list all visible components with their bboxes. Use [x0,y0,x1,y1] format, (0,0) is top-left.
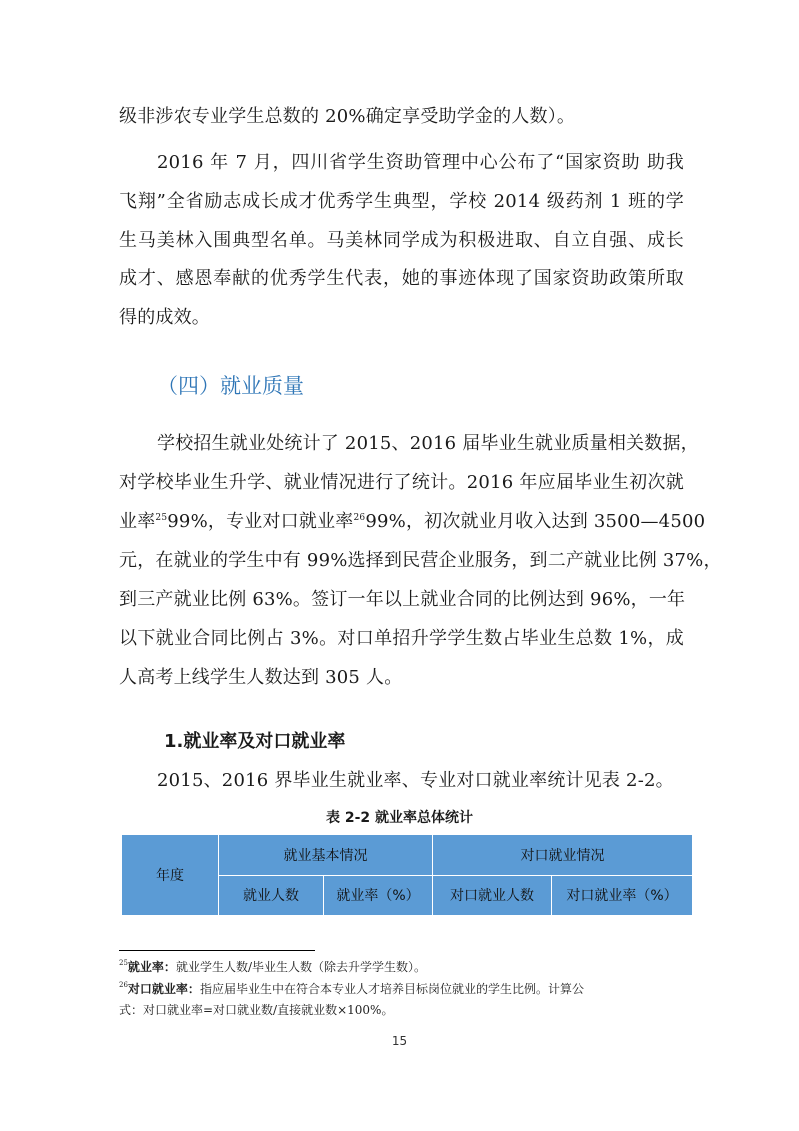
text-run: 99%，专业对口就业率 [167,511,354,532]
paragraph-text-line: 对学校毕业生升学、就业情况进行了统计。2016 年应届毕业生初次就 [119,472,684,493]
header-employment-rate: 就业率（%） [324,875,433,916]
header-employed-count: 就业人数 [219,875,324,916]
footnote-divider [119,950,315,951]
footnote-number: 26 [119,981,128,989]
subsection-heading: 1.就业率及对口就业率 [164,731,346,752]
paragraph-text-line: 到三产就业比例 63%。签订一年以上就业合同的比例达到 96%，一年 [119,589,686,610]
footnote-ref-25[interactable]: 25 [155,513,168,523]
footnote-ref-26[interactable]: 26 [353,513,366,523]
footnote-term: 对口就业率： [127,982,200,996]
footnote-25 [119,958,684,976]
header-year: 年度 [122,835,219,916]
employment-rate-table [121,834,693,916]
page-number: 15 [391,1034,408,1048]
table-header-row [122,835,693,876]
paragraph-text-line: 飞翔”全省励志成长成才优秀学生典型，学校 2014 级药剂 1 班的学 [119,191,684,212]
text-run: 业率 [119,511,156,532]
paragraph-text-line: 人高考上线学生人数达到 305 人。 [119,667,403,688]
paragraph-text-line: 学校招生就业处统计了 2015、2016 届毕业生就业质量相关数据， [157,433,699,454]
header-group-matched: 对口就业情况 [433,835,693,876]
paragraph-text-line: 生马美林入围典型名单。马美林同学成为积极进取、自立自强、成长 [119,230,684,251]
text-run: 99%，初次就业月收入达到 3500—4500 [365,511,706,532]
footnote-term: 就业率： [127,960,176,974]
table-caption: 表 2-2 就业率总体统计 [325,810,474,826]
footnote-text: 指应届毕业生中在符合本专业人才培养目标岗位就业的学生比例。计算公 [199,982,584,996]
header-matched-rate: 对口就业率（%） [552,875,693,916]
footnote-26 [119,980,684,998]
footnote-text: 就业学生人数/毕业生人数（除去升学学生数）。 [175,960,426,974]
paragraph-text-line-with-footnotes [119,509,706,535]
section-heading: （四）就业质量 [157,374,304,398]
paragraph-text-line: 2016 年 7 月，四川省学生资助管理中心公布了“国家资助 助我 [157,152,684,173]
header-group-basic: 就业基本情况 [219,835,433,876]
paragraph-text-line: 以下就业合同比例占 3%。对口单招升学学生数占毕业生总数 1%，成 [119,628,684,649]
paragraph-text-line: 元，在就业的学生中有 99%选择到民营企业服务，到二产就业比例 37%， [119,550,722,571]
paragraph-text-line: 级非涉农专业学生总数的 20%确定享受助学金的人数）。 [119,106,576,127]
footnote-26-continued: 式：对口就业率=对口就业数/直接就业数×100%。 [119,1003,394,1017]
paragraph-text-line: 成才、感恩奉献的优秀学生代表，她的事迹体现了国家资助政策所取 [119,268,684,289]
paragraph-text-line: 2015、2016 界毕业生就业率、专业对口就业率统计见表 2-2。 [157,770,674,791]
header-matched-count: 对口就业人数 [433,875,552,916]
paragraph-text-line: 得的成效。 [119,307,210,328]
footnote-number: 25 [119,959,128,967]
